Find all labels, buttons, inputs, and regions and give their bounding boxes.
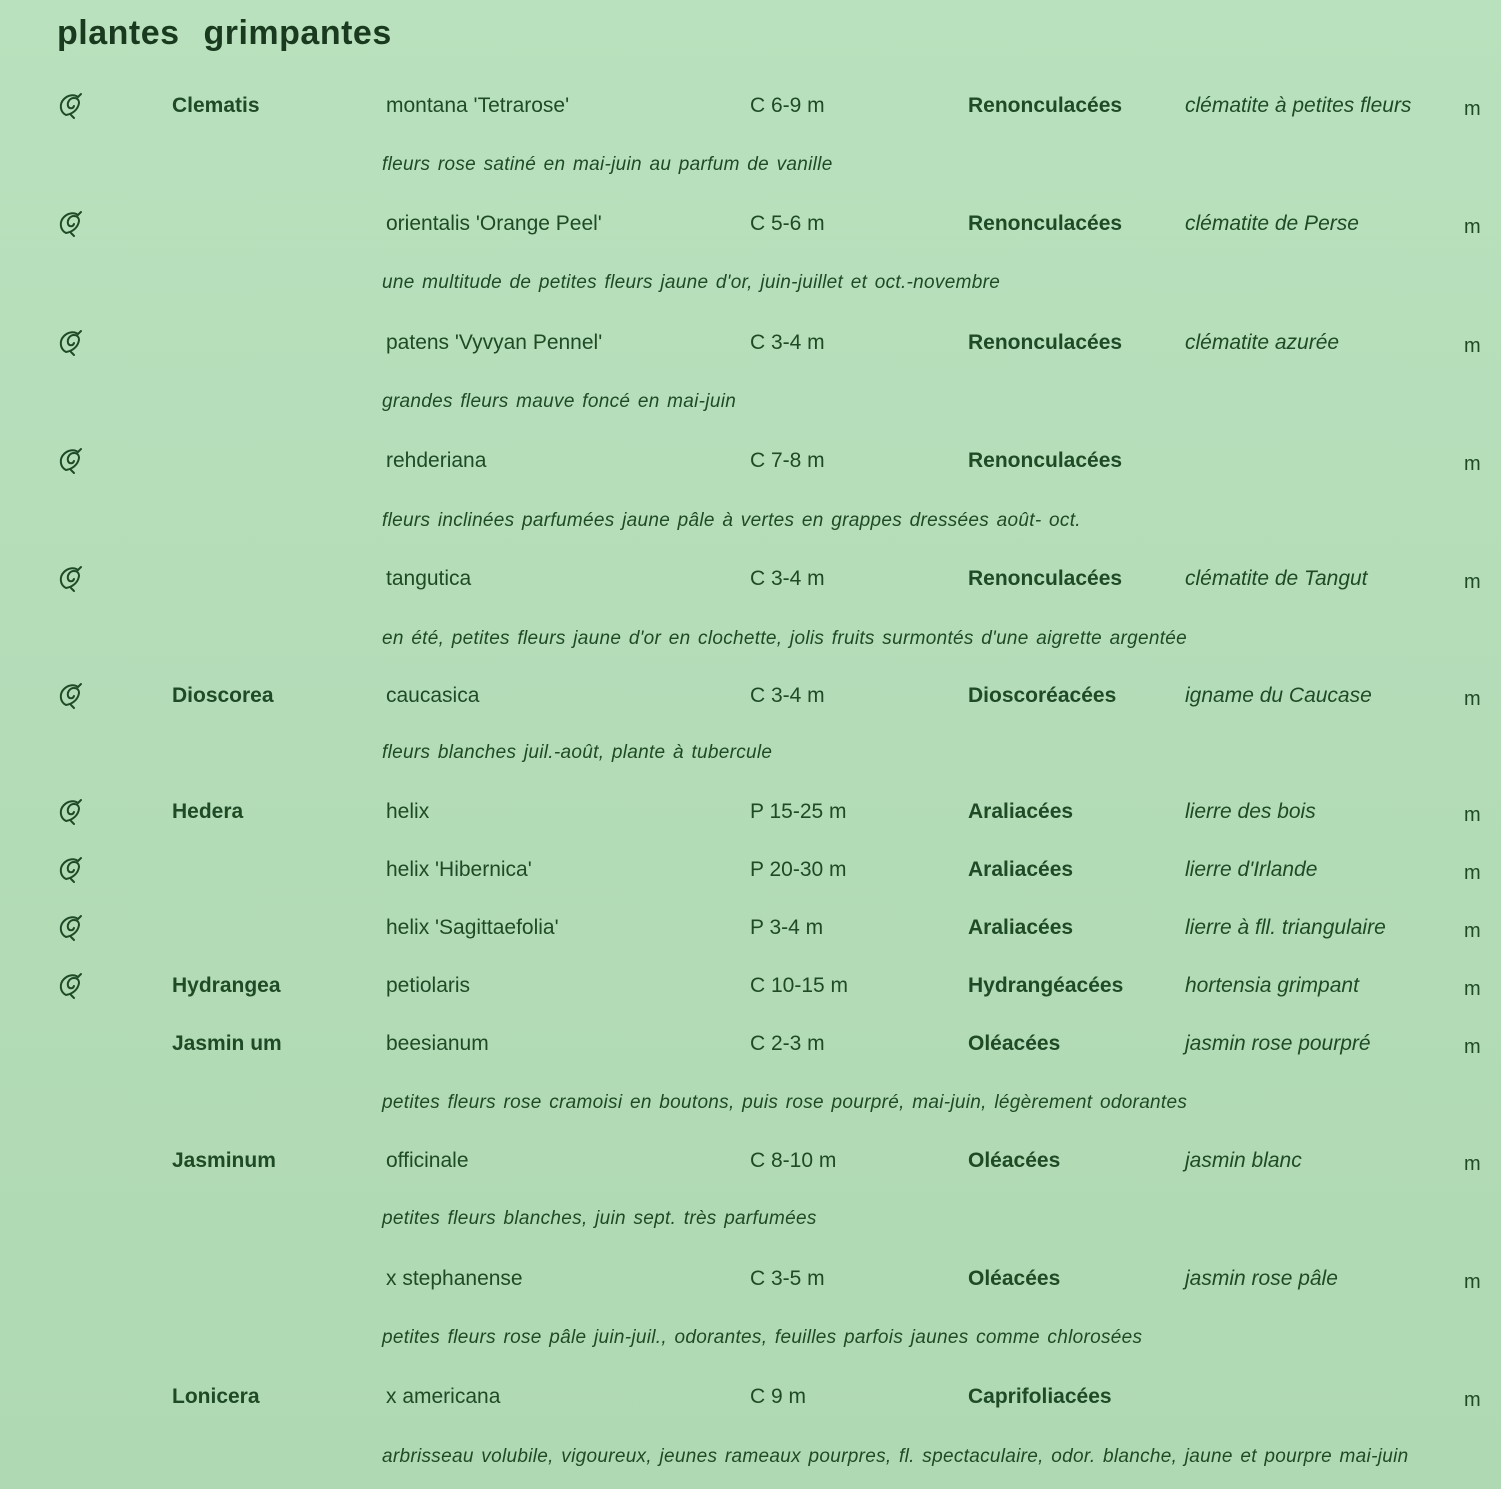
plant-description: grandes fleurs mauve foncé en mai-juin: [382, 391, 737, 412]
page-title: plantes grimpantes: [57, 14, 392, 52]
plant-entry: [0, 1385, 1501, 1425]
height: P 20-30 m: [750, 858, 847, 881]
family: Dioscoréacées: [968, 684, 1117, 707]
family: Hydrangéacées: [968, 974, 1124, 997]
family: Renonculacées: [968, 449, 1123, 472]
plant-entry: [0, 916, 1501, 956]
genus: Hedera: [172, 800, 244, 823]
plant-entry: [0, 449, 1501, 489]
climbing-plant-icon: [56, 88, 86, 120]
climbing-plant-icon: [56, 561, 86, 593]
species: patens 'Vyvyan Pennel': [386, 331, 603, 354]
genus: Jasminum: [172, 1149, 276, 1172]
plant-description: petites fleurs rose cramoisi en boutons, puis rose pourpré, mai-juin, légèrement odorantes: [382, 1092, 1188, 1113]
common-name: lierre d'Irlande: [1185, 858, 1318, 881]
family: Araliacées: [968, 858, 1074, 881]
exposure: m: [1464, 804, 1481, 826]
plant-entry: [0, 331, 1501, 371]
family: Renonculacées: [968, 331, 1123, 354]
plant-entry: [0, 684, 1501, 724]
climbing-plant-icon: [56, 968, 86, 1000]
family: Caprifoliacées: [968, 1385, 1112, 1408]
exposure: m: [1464, 98, 1481, 120]
plant-entry: [0, 94, 1501, 134]
exposure: m: [1464, 453, 1481, 475]
height: C 2-3 m: [750, 1032, 825, 1055]
height: C 6-9 m: [750, 94, 825, 117]
plant-description: fleurs rose satiné en mai-juin au parfum de vanille: [382, 154, 833, 175]
common-name: lierre à fll. triangulaire: [1185, 916, 1386, 939]
plant-description: arbrisseau volubile, vigoureux, jeunes rameaux pourpres, fl. spectaculaire, odor. blanche, jaune et pourpre mai-juin: [382, 1446, 1409, 1467]
species: rehderiana: [386, 449, 487, 472]
genus: Clematis: [172, 94, 260, 117]
plant-description: petites fleurs rose pâle juin-juil., odorantes, feuilles parfois jaunes comme chlorosées: [382, 1327, 1143, 1348]
species: helix: [386, 800, 430, 823]
genus: Jasmin um: [172, 1032, 282, 1055]
common-name: clématite azurée: [1185, 331, 1340, 354]
height: C 3-4 m: [750, 684, 825, 707]
plant-entry: [0, 567, 1501, 607]
species: petiolaris: [386, 974, 471, 997]
species: helix 'Hibernica': [386, 858, 532, 881]
family: Oléacées: [968, 1032, 1061, 1055]
exposure: m: [1464, 1271, 1481, 1293]
plant-description: en été, petites fleurs jaune d'or en clochette, jolis fruits surmontés d'une aigrette argentée: [382, 628, 1188, 649]
exposure: m: [1464, 335, 1481, 357]
species: caucasica: [386, 684, 480, 707]
plant-entry: [0, 1149, 1501, 1189]
species: x americana: [386, 1385, 501, 1408]
plant-description: petites fleurs blanches, juin sept. très parfumées: [382, 1208, 817, 1229]
common-name: igname du Caucase: [1185, 684, 1372, 707]
common-name: hortensia grimpant: [1185, 974, 1359, 997]
genus: Dioscorea: [172, 684, 274, 707]
common-name: jasmin blanc: [1185, 1149, 1302, 1172]
exposure: m: [1464, 862, 1481, 884]
species: tangutica: [386, 567, 472, 590]
common-name: jasmin rose pâle: [1185, 1267, 1338, 1290]
height: C 3-4 m: [750, 567, 825, 590]
height: C 8-10 m: [750, 1149, 837, 1172]
height: C 7-8 m: [750, 449, 825, 472]
exposure: m: [1464, 688, 1481, 710]
exposure: m: [1464, 1389, 1481, 1411]
species: helix 'Sagittaefolia': [386, 916, 559, 939]
family: Renonculacées: [968, 567, 1123, 590]
climbing-plant-icon: [56, 325, 86, 357]
exposure: m: [1464, 216, 1481, 238]
height: C 3-5 m: [750, 1267, 825, 1290]
species: officinale: [386, 1149, 469, 1172]
family: Araliacées: [968, 800, 1074, 823]
species: montana 'Tetrarose': [386, 94, 570, 117]
climbing-plant-icon: [56, 678, 86, 710]
height: P 15-25 m: [750, 800, 847, 823]
family: Oléacées: [968, 1149, 1061, 1172]
common-name: clématite à petites fleurs: [1185, 94, 1412, 117]
family: Araliacées: [968, 916, 1074, 939]
genus: Lonicera: [172, 1385, 260, 1408]
family: Renonculacées: [968, 212, 1123, 235]
climbing-plant-icon: [56, 910, 86, 942]
species: x stephanense: [386, 1267, 523, 1290]
genus: Hydrangea: [172, 974, 281, 997]
plant-description: fleurs blanches juil.-août, plante à tubercule: [382, 742, 773, 763]
exposure: m: [1464, 571, 1481, 593]
exposure: m: [1464, 978, 1481, 1000]
plant-entry: [0, 974, 1501, 1014]
exposure: m: [1464, 1153, 1481, 1175]
height: P 3-4 m: [750, 916, 824, 939]
species: orientalis 'Orange Peel': [386, 212, 602, 235]
plant-entry: [0, 212, 1501, 252]
height: C 5-6 m: [750, 212, 825, 235]
height: C 9 m: [750, 1385, 807, 1408]
plant-entry: [0, 1032, 1501, 1072]
family: Renonculacées: [968, 94, 1123, 117]
climbing-plant-icon: [56, 206, 86, 238]
common-name: clématite de Tangut: [1185, 567, 1368, 590]
exposure: m: [1464, 920, 1481, 942]
exposure: m: [1464, 1036, 1481, 1058]
climbing-plant-icon: [56, 443, 86, 475]
height: C 10-15 m: [750, 974, 849, 997]
family: Oléacées: [968, 1267, 1061, 1290]
plant-entry: [0, 1267, 1501, 1307]
common-name: jasmin rose pourpré: [1185, 1032, 1371, 1055]
plant-description: fleurs inclinées parfumées jaune pâle à vertes en grappes dressées août- oct.: [382, 510, 1081, 531]
plant-entry: [0, 858, 1501, 898]
common-name: lierre des bois: [1185, 800, 1316, 823]
common-name: clématite de Perse: [1185, 212, 1359, 235]
plant-description: une multitude de petites fleurs jaune d'or, juin-juillet et oct.-novembre: [382, 272, 1001, 293]
species: beesianum: [386, 1032, 489, 1055]
climbing-plant-icon: [56, 852, 86, 884]
height: C 3-4 m: [750, 331, 825, 354]
climbing-plant-icon: [56, 794, 86, 826]
plant-entry: [0, 800, 1501, 840]
